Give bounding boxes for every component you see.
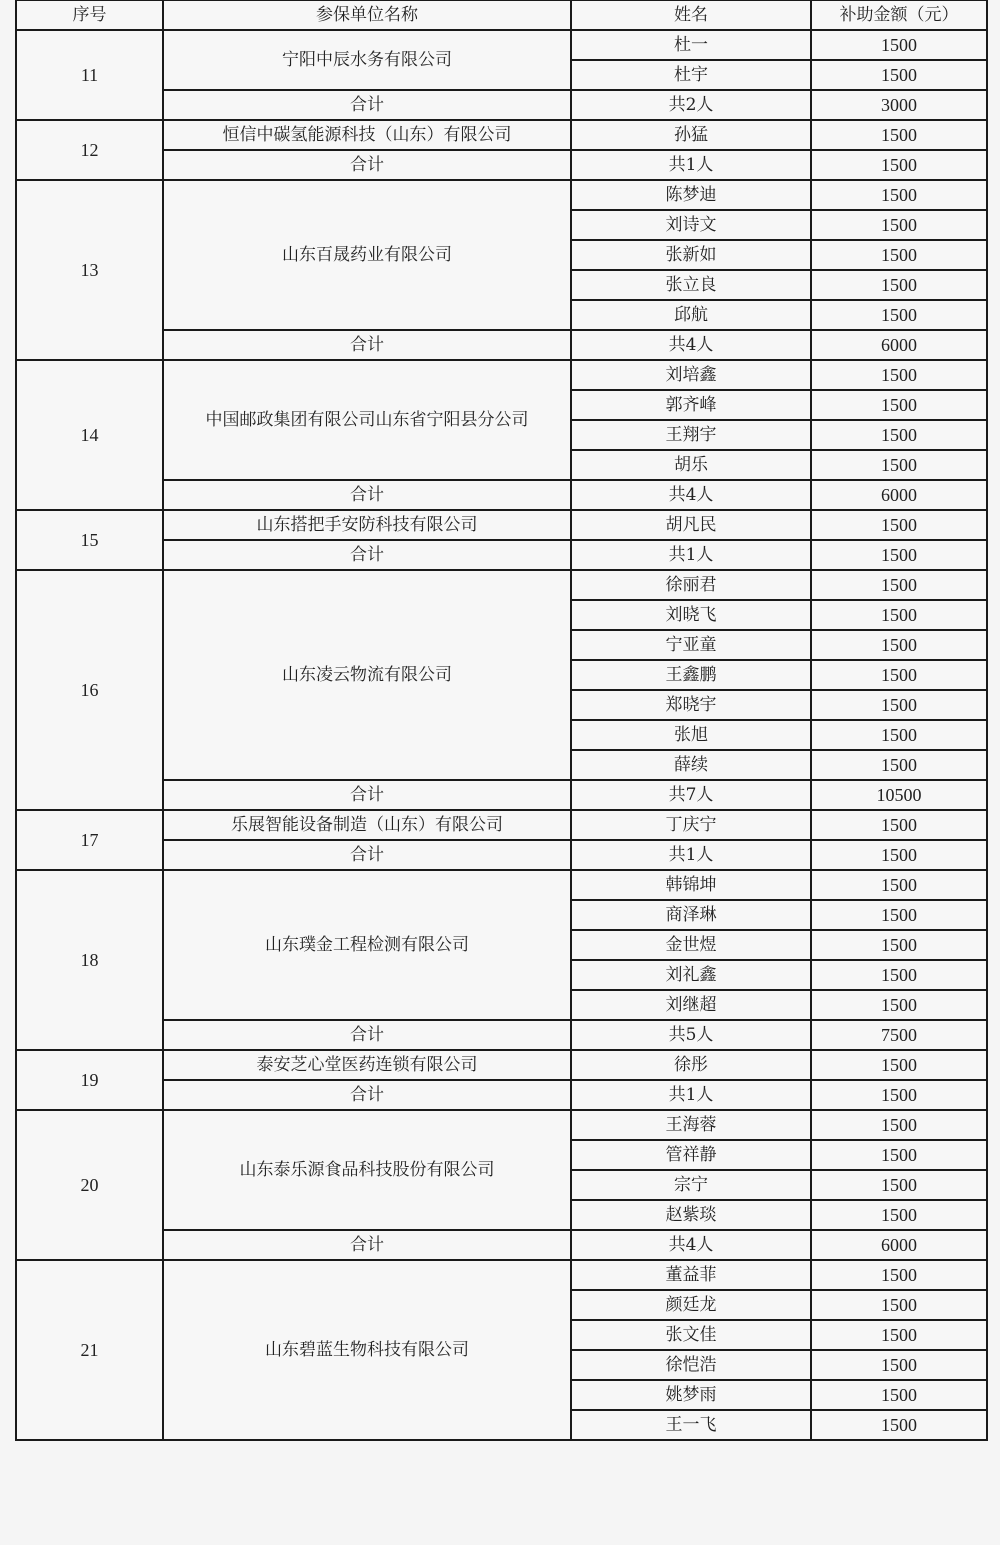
person-name-cell: 宁亚童 bbox=[571, 630, 811, 660]
amount-cell: 1500 bbox=[811, 1350, 987, 1380]
amount-cell: 1500 bbox=[811, 270, 987, 300]
unit-name-cell: 中国邮政集团有限公司山东省宁阳县分公司 bbox=[163, 360, 571, 480]
amount-cell: 1500 bbox=[811, 1320, 987, 1350]
subtotal-count: 共1人 bbox=[571, 150, 811, 180]
serial-number-cell: 14 bbox=[16, 360, 163, 510]
amount-cell: 1500 bbox=[811, 900, 987, 930]
subtotal-amount: 7500 bbox=[811, 1020, 987, 1050]
subtotal-count: 共1人 bbox=[571, 840, 811, 870]
amount-cell: 1500 bbox=[811, 810, 987, 840]
unit-name-cell: 山东泰乐源食品科技股份有限公司 bbox=[163, 1110, 571, 1230]
person-name-cell: 杜一 bbox=[571, 30, 811, 60]
person-name-cell: 郑晓宇 bbox=[571, 690, 811, 720]
person-name-cell: 胡凡民 bbox=[571, 510, 811, 540]
amount-cell: 1500 bbox=[811, 720, 987, 750]
person-name-cell: 丁庆宁 bbox=[571, 810, 811, 840]
person-name-cell: 徐恺浩 bbox=[571, 1350, 811, 1380]
person-name-cell: 杜宇 bbox=[571, 60, 811, 90]
person-name-cell: 薛续 bbox=[571, 750, 811, 780]
subtotal-label: 合计 bbox=[163, 90, 571, 120]
header-subsidy-amount: 补助金额（元） bbox=[811, 0, 987, 30]
person-name-cell: 刘晓飞 bbox=[571, 600, 811, 630]
subtotal-amount: 3000 bbox=[811, 90, 987, 120]
amount-cell: 1500 bbox=[811, 210, 987, 240]
subtotal-amount: 1500 bbox=[811, 1080, 987, 1110]
unit-name-cell: 泰安芝心堂医药连锁有限公司 bbox=[163, 1050, 571, 1080]
amount-cell: 1500 bbox=[811, 1290, 987, 1320]
table-row bbox=[16, 870, 987, 900]
subtotal-label: 合计 bbox=[163, 1020, 571, 1050]
subtotal-amount: 6000 bbox=[811, 330, 987, 360]
unit-name-cell: 山东璞金工程检测有限公司 bbox=[163, 870, 571, 1020]
amount-cell: 1500 bbox=[811, 300, 987, 330]
table-row bbox=[16, 360, 987, 390]
table-row bbox=[16, 30, 987, 60]
amount-cell: 1500 bbox=[811, 660, 987, 690]
subtotal-amount: 6000 bbox=[811, 480, 987, 510]
person-name-cell: 徐丽君 bbox=[571, 570, 811, 600]
amount-cell: 1500 bbox=[811, 60, 987, 90]
amount-cell: 1500 bbox=[811, 1110, 987, 1140]
amount-cell: 1500 bbox=[811, 1410, 987, 1440]
subtotal-count: 共2人 bbox=[571, 90, 811, 120]
amount-cell: 1500 bbox=[811, 120, 987, 150]
serial-number-cell: 21 bbox=[16, 1260, 163, 1440]
subtotal-label: 合计 bbox=[163, 1230, 571, 1260]
subtotal-count: 共7人 bbox=[571, 780, 811, 810]
amount-cell: 1500 bbox=[811, 420, 987, 450]
person-name-cell: 刘诗文 bbox=[571, 210, 811, 240]
table-row bbox=[16, 180, 987, 210]
amount-cell: 1500 bbox=[811, 1200, 987, 1230]
amount-cell: 1500 bbox=[811, 360, 987, 390]
amount-cell: 1500 bbox=[811, 390, 987, 420]
serial-number-cell: 15 bbox=[16, 510, 163, 570]
serial-number-cell: 11 bbox=[16, 30, 163, 120]
amount-cell: 1500 bbox=[811, 630, 987, 660]
unit-name-cell: 山东搭把手安防科技有限公司 bbox=[163, 510, 571, 540]
serial-number-cell: 13 bbox=[16, 180, 163, 360]
amount-cell: 1500 bbox=[811, 180, 987, 210]
subtotal-label: 合计 bbox=[163, 330, 571, 360]
person-name-cell: 韩锦坤 bbox=[571, 870, 811, 900]
amount-cell: 1500 bbox=[811, 240, 987, 270]
person-name-cell: 胡乐 bbox=[571, 450, 811, 480]
amount-cell: 1500 bbox=[811, 510, 987, 540]
person-name-cell: 王鑫鹏 bbox=[571, 660, 811, 690]
serial-number-cell: 12 bbox=[16, 120, 163, 180]
table-row bbox=[16, 570, 987, 600]
person-name-cell: 姚梦雨 bbox=[571, 1380, 811, 1410]
subtotal-amount: 1500 bbox=[811, 150, 987, 180]
person-name-cell: 邱航 bbox=[571, 300, 811, 330]
subtotal-amount: 6000 bbox=[811, 1230, 987, 1260]
person-name-cell: 颜廷龙 bbox=[571, 1290, 811, 1320]
person-name-cell: 徐彤 bbox=[571, 1050, 811, 1080]
table-row bbox=[16, 810, 987, 840]
amount-cell: 1500 bbox=[811, 450, 987, 480]
subtotal-label: 合计 bbox=[163, 480, 571, 510]
unit-name-cell: 山东碧蓝生物科技有限公司 bbox=[163, 1260, 571, 1440]
table-row bbox=[16, 510, 987, 540]
subsidy-table-page bbox=[15, 0, 986, 1441]
subtotal-label: 合计 bbox=[163, 1080, 571, 1110]
person-name-cell: 王翔宇 bbox=[571, 420, 811, 450]
subtotal-count: 共4人 bbox=[571, 1230, 811, 1260]
table-row bbox=[16, 1260, 987, 1290]
subtotal-count: 共5人 bbox=[571, 1020, 811, 1050]
unit-name-cell: 山东凌云物流有限公司 bbox=[163, 570, 571, 780]
person-name-cell: 金世煜 bbox=[571, 930, 811, 960]
subtotal-label: 合计 bbox=[163, 780, 571, 810]
amount-cell: 1500 bbox=[811, 570, 987, 600]
amount-cell: 1500 bbox=[811, 1050, 987, 1080]
person-name-cell: 赵紫琰 bbox=[571, 1200, 811, 1230]
unit-name-cell: 乐展智能设备制造（山东）有限公司 bbox=[163, 810, 571, 840]
person-name-cell: 王海蓉 bbox=[571, 1110, 811, 1140]
amount-cell: 1500 bbox=[811, 990, 987, 1020]
person-name-cell: 张新如 bbox=[571, 240, 811, 270]
subtotal-label: 合计 bbox=[163, 540, 571, 570]
person-name-cell: 张文佳 bbox=[571, 1320, 811, 1350]
serial-number-cell: 19 bbox=[16, 1050, 163, 1110]
subtotal-label: 合计 bbox=[163, 150, 571, 180]
header-unit-name: 参保单位名称 bbox=[163, 0, 571, 30]
person-name-cell: 刘继超 bbox=[571, 990, 811, 1020]
person-name-cell: 宗宁 bbox=[571, 1170, 811, 1200]
table-row bbox=[16, 1110, 987, 1140]
serial-number-cell: 17 bbox=[16, 810, 163, 870]
serial-number-cell: 16 bbox=[16, 570, 163, 810]
subtotal-amount: 1500 bbox=[811, 540, 987, 570]
person-name-cell: 郭齐峰 bbox=[571, 390, 811, 420]
amount-cell: 1500 bbox=[811, 30, 987, 60]
header-row bbox=[16, 0, 987, 30]
unit-name-cell: 恒信中碳氢能源科技（山东）有限公司 bbox=[163, 120, 571, 150]
amount-cell: 1500 bbox=[811, 1260, 987, 1290]
subtotal-count: 共1人 bbox=[571, 540, 811, 570]
amount-cell: 1500 bbox=[811, 600, 987, 630]
subsidy-table bbox=[15, 0, 988, 1441]
amount-cell: 1500 bbox=[811, 690, 987, 720]
amount-cell: 1500 bbox=[811, 750, 987, 780]
subtotal-amount: 1500 bbox=[811, 840, 987, 870]
person-name-cell: 张立良 bbox=[571, 270, 811, 300]
header-serial: 序号 bbox=[16, 0, 163, 30]
person-name-cell: 商泽琳 bbox=[571, 900, 811, 930]
serial-number-cell: 18 bbox=[16, 870, 163, 1050]
serial-number-cell: 20 bbox=[16, 1110, 163, 1260]
person-name-cell: 张旭 bbox=[571, 720, 811, 750]
subtotal-count: 共4人 bbox=[571, 330, 811, 360]
person-name-cell: 董益菲 bbox=[571, 1260, 811, 1290]
header-person-name: 姓名 bbox=[571, 0, 811, 30]
table-row bbox=[16, 120, 987, 150]
subtotal-label: 合计 bbox=[163, 840, 571, 870]
person-name-cell: 孙猛 bbox=[571, 120, 811, 150]
person-name-cell: 王一飞 bbox=[571, 1410, 811, 1440]
amount-cell: 1500 bbox=[811, 1380, 987, 1410]
amount-cell: 1500 bbox=[811, 870, 987, 900]
table-row bbox=[16, 1050, 987, 1080]
person-name-cell: 刘培鑫 bbox=[571, 360, 811, 390]
amount-cell: 1500 bbox=[811, 1140, 987, 1170]
person-name-cell: 陈梦迪 bbox=[571, 180, 811, 210]
person-name-cell: 管祥静 bbox=[571, 1140, 811, 1170]
amount-cell: 1500 bbox=[811, 930, 987, 960]
subtotal-count: 共1人 bbox=[571, 1080, 811, 1110]
amount-cell: 1500 bbox=[811, 960, 987, 990]
unit-name-cell: 宁阳中辰水务有限公司 bbox=[163, 30, 571, 90]
person-name-cell: 刘礼鑫 bbox=[571, 960, 811, 990]
subtotal-count: 共4人 bbox=[571, 480, 811, 510]
amount-cell: 1500 bbox=[811, 1170, 987, 1200]
unit-name-cell: 山东百晟药业有限公司 bbox=[163, 180, 571, 330]
subtotal-amount: 10500 bbox=[811, 780, 987, 810]
